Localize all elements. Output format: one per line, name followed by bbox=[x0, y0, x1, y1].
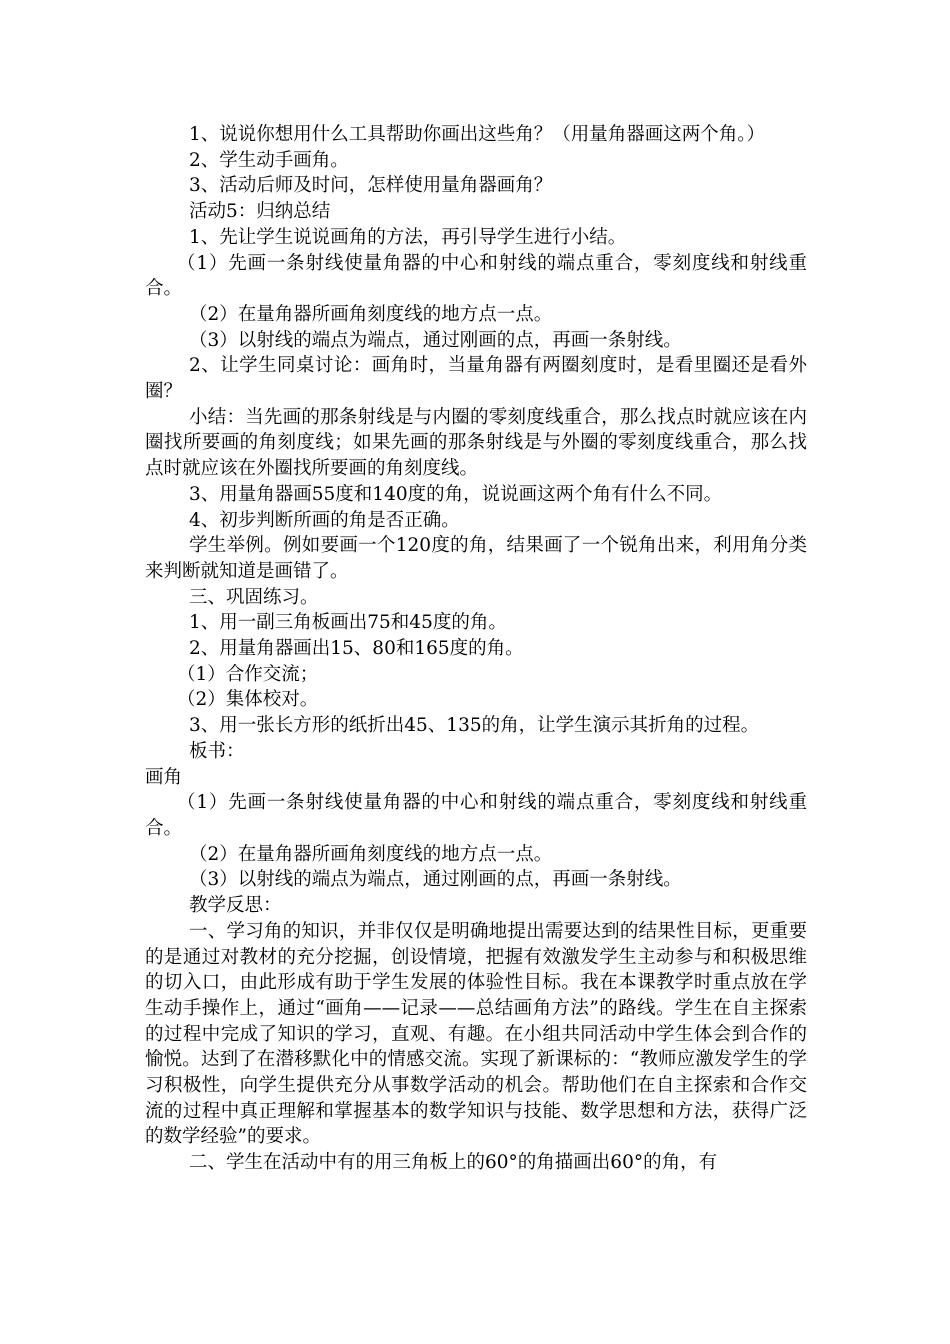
blackboard-step-3: （3）以射线的端点为端点，通过刚画的点，再画一条射线。 bbox=[189, 869, 682, 891]
practice-3: 3、用一张长方形的纸折出45、135的角，让学生演示其折角的过程。 bbox=[189, 715, 760, 737]
blackboard-heading: 板书： bbox=[189, 740, 245, 762]
activity-5-heading: 活动5：归纳总结 bbox=[189, 201, 331, 223]
paragraph-q2: 2、学生动手画角。 bbox=[189, 149, 349, 171]
practice-2-sub-1: （1）合作交流； bbox=[177, 663, 319, 685]
section-practice-heading: 三、巩固练习。 bbox=[189, 586, 319, 608]
paragraph-q3: 3、活动后师及时问，怎样使用量角器画角？ bbox=[189, 175, 553, 197]
step-3: （3）以射线的端点为端点，通过刚画的点，再画一条射线。 bbox=[189, 329, 682, 351]
document-page bbox=[145, 122, 807, 1176]
paragraph-discussion: 2、让学生同桌讨论：画角时，当量角器有两圈刻度时，是看里圈还是看外圈？ bbox=[145, 355, 807, 403]
paragraph-judge: 4、初步判断所画的角是否正确。 bbox=[189, 509, 460, 531]
step-2: （2）在量角器所画角刻度线的地方点一点。 bbox=[189, 303, 553, 325]
blackboard-title: 画角 bbox=[145, 766, 183, 788]
paragraph-example: 学生举例。例如要画一个120度的角，结果画了一个锐角出来，利用角分类来判断就知道是画错了。 bbox=[145, 535, 807, 582]
blackboard-step-2: （2）在量角器所画角刻度线的地方点一点。 bbox=[189, 843, 553, 865]
step-1: （1）先画一条射线使量角器的中心和射线的端点重合，零刻度线和射线重合。 bbox=[145, 252, 807, 300]
reflection-2: 二、学生在活动中有的用三角板上的60°的角描画出60°的角，有 bbox=[189, 1152, 718, 1174]
reflection-1: 一、学习角的知识，并非仅仅是明确地提出需要达到的结果性目标，更重要的是通过对教材的充分挖掘，创设情境，把握有效激发学生主动参与和积极思维的切入口，由此形成有助于学生发展的体验性目标。我在本课教学时重点放在学生动手操作上，通过“画角——记录——总结画角方法”的路线。学生在自主探索的过程中完成了知识的学习，直观、有趣。在小组共同活动中学生体会到合作的愉悦。达到了在潜移默化中的情感交流。实现了新课标的：“教师应激发学生的学习积极性，向学生提供充分从事数学活动的机会。帮助他们在自主探索和合作交流的过程中真正理解和掌握基本的数学知识与技能、数学思想和方法，获得广泛的数学经验”的要求。 bbox=[145, 920, 807, 1148]
paragraph-draw-55-140: 3、用量角器画55度和140度的角，说说画这两个角有什么不同。 bbox=[189, 483, 723, 505]
paragraph-q1: 1、说说你想用什么工具帮助你画出这些角？（用量角器画这两个角。） bbox=[189, 124, 766, 145]
paragraph-summary-1: 1、先让学生说说画角的方法，再引导学生进行小结。 bbox=[189, 226, 627, 248]
reflection-heading: 教学反思： bbox=[189, 895, 282, 917]
practice-2-sub-2: （2）集体校对。 bbox=[177, 689, 319, 711]
paragraph-conclusion: 小结：当先画的那条射线是与内圈的零刻度线重合，那么找点时就应该在内圈找所要画的角刻度线；如果先画的那条射线是与外圈的零刻度线重合，那么找点时就应该在外圈找所要画的角刻度线。 bbox=[145, 406, 807, 480]
practice-2: 2、用量角器画出15、80和165度的角。 bbox=[189, 638, 524, 660]
practice-1: 1、用一副三角板画出75和45度的角。 bbox=[189, 612, 507, 634]
blackboard-step-1: （1）先画一条射线使量角器的中心和射线的端点重合，零刻度线和射线重合。 bbox=[145, 792, 807, 839]
